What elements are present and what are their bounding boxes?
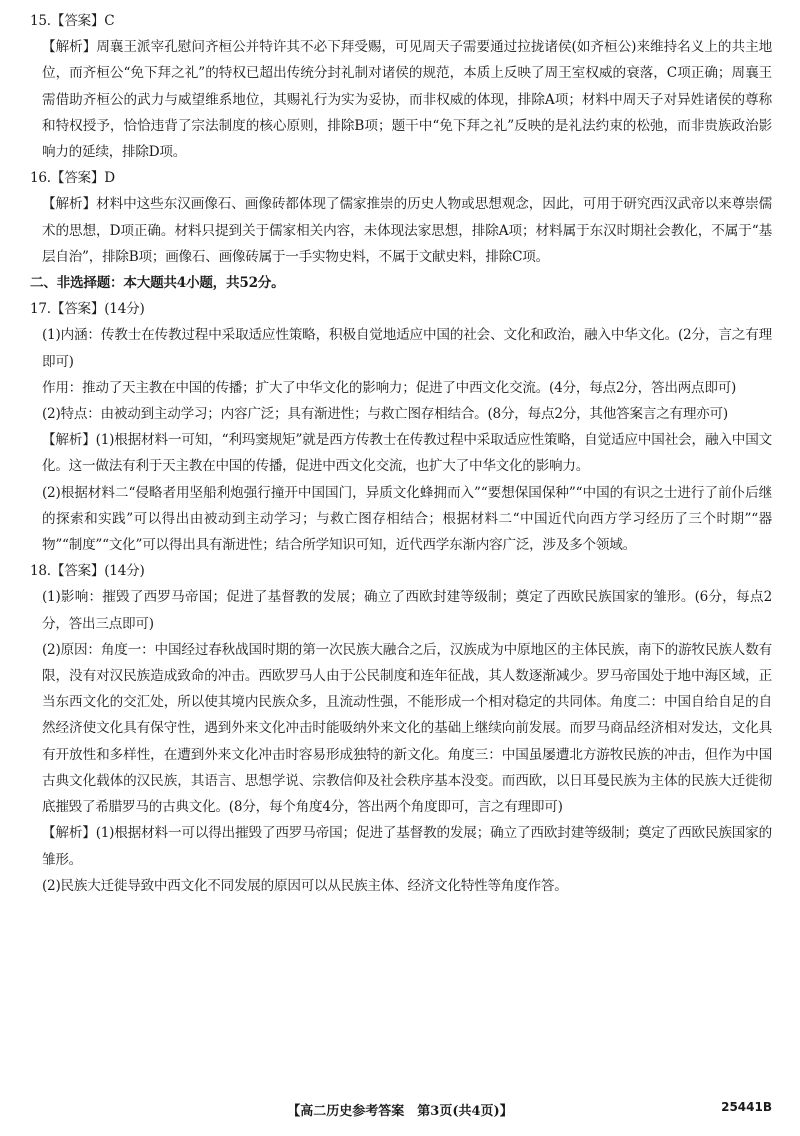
answer-content	[30, 8, 772, 899]
q17-explanation-part2: (2)根据材料二“侵略者用坚船利炮强行撞开中国国门，异质文化蜂拥而入”“要想保国保种”“中国的有识之士进行了前仆后继的探索和实践”可以得出由被动到主动学习；与救亡图存相结合；根据材料二“中国近代向西方学习经历了三个时期”“器物”“制度”“文化”可以得出具有渐进性；结合所学知识可知，近代西学东渐内容广泛，涉及多个领域。	[42, 484, 772, 554]
q17-explanation-part1: 【解析】(1)根据材料一可知，“利玛窦规矩”就是西方传教士在传教过程中采取适应性策略，自觉适应中国社会，融入中国文化。这一做法有利于天主教在中国的传播，促进中西文化交流，也扩大了中华文化的影响力。	[42, 432, 772, 475]
page-footer	[0, 1100, 800, 1124]
q18-part2-reasons: (2)原因：角度一：中国经过春秋战国时期的第一次民族大融合之后，汉族成为中原地区的主体民族，南下的游牧民族人数有限，没有对汉民族造成致命的冲击。西欧罗马人由于公民制度和连年征战，其人数逐渐减少。罗马帝国处于地中海区域，正当东西文化的交汇处，所以使其境内民族众多，且流动性强，不能形成一个相对稳定的共同体。角度二：中国自给自足的自然经济使文化具有保守性，遇到外来文化冲击时能吸纳外来文化的基础上继续向前发展。而罗马商品经济相对发达，文化具有开放性和多样性，在遭到外来文化冲击时容易形成独特的新文化。角度三：中国虽屡遭北方游牧民族的冲击，但作为中国古典文化载体的汉民族，其语言、思想学说、宗教信仰及社会秩序基本没变。而西欧，以日耳曼民族为主体的民族大迁徙彻底摧毁了希腊罗马的古典文化。(8分，每个角度4分，答出两个角度即可，言之有理即可)	[42, 641, 772, 816]
section-heading-nonchoice: 二、非选择题：本大题共4小题，共52分。	[30, 275, 285, 292]
footer-page-info: 【高二历史参考答案 第3页(共4页)】	[287, 1104, 513, 1119]
q15-answer: 15.【答案】C	[30, 13, 115, 29]
q18-explanation-part1: 【解析】(1)根据材料一可以得出摧毁了西罗马帝国；促进了基督教的发展；确立了西欧封建等级制；奠定了西欧民族国家的雏形。	[42, 825, 772, 868]
q18-part1-impact: (1)影响：摧毁了西罗马帝国；促进了基督教的发展；确立了西欧封建等级制；奠定了西欧民族国家的雏形。(6分，每点2分，答出三点即可)	[42, 589, 772, 632]
q16-explanation: 【解析】材料中这些东汉画像石、画像砖都体现了儒家推崇的历史人物或思想观念，因此，可用于研究西汉武帝以来尊崇儒术的思想，D项正确。材料只提到关于儒家相关内容，未体现法家思想，排除A项；材料属于东汉时期社会教化，不属于“基层自治”，排除B项；画像石、画像砖属于一手实物史料，不属于文献史料，排除C项。	[42, 196, 772, 265]
q17-part1-meaning: (1)内涵：传教士在传教过程中采取适应性策略，积极自觉地适应中国的社会、文化和政治，融入中华文化。(2分，言之有理即可)	[42, 327, 772, 370]
q17-part1-effect: 作用：推动了天主教在中国的传播；扩大了中华文化的影响力；促进了中西文化交流。(4分，每点2分，答出两点即可)	[42, 379, 737, 396]
footer-paper-code: 25441B	[721, 1100, 772, 1114]
q17-part2-features: (2)特点：由被动到主动学习；内容广泛；具有渐进性；与救亡图存相结合。(8分，每点2分，其他答案言之有理亦可)	[42, 406, 728, 423]
q15-explanation: 【解析】周襄王派宰孔慰问齐桓公并特许其不必下拜受赐，可见周天子需要通过拉拢诸侯(如齐桓公)来维持名义上的共主地位，而齐桓公“免下拜之礼”的特权已超出传统分封礼制对诸侯的规范，本质上反映了周王室权威的衰落，C项正确；周襄王需借助齐桓公的武力与威望维系地位，其赐礼行为实为妥协，而非权威的体现，排除A项；材料中周天子对异姓诸侯的尊称和特权授予，恰恰违背了宗法制度的核心原则，排除B项；题干中“免下拜之礼”反映的是礼法约束的松弛，而非贵族政治影响力的延续，排除D项。	[42, 39, 772, 161]
q18-explanation-part2: (2)民族大迁徙导致中西文化不同发展的原因可以从民族主体、经济文化特性等角度作答。	[42, 877, 568, 894]
q16-answer: 16.【答案】D	[30, 170, 115, 187]
q18-answer: 18.【答案】(14分)	[30, 563, 145, 580]
q17-answer: 17.【答案】(14分)	[30, 301, 145, 318]
